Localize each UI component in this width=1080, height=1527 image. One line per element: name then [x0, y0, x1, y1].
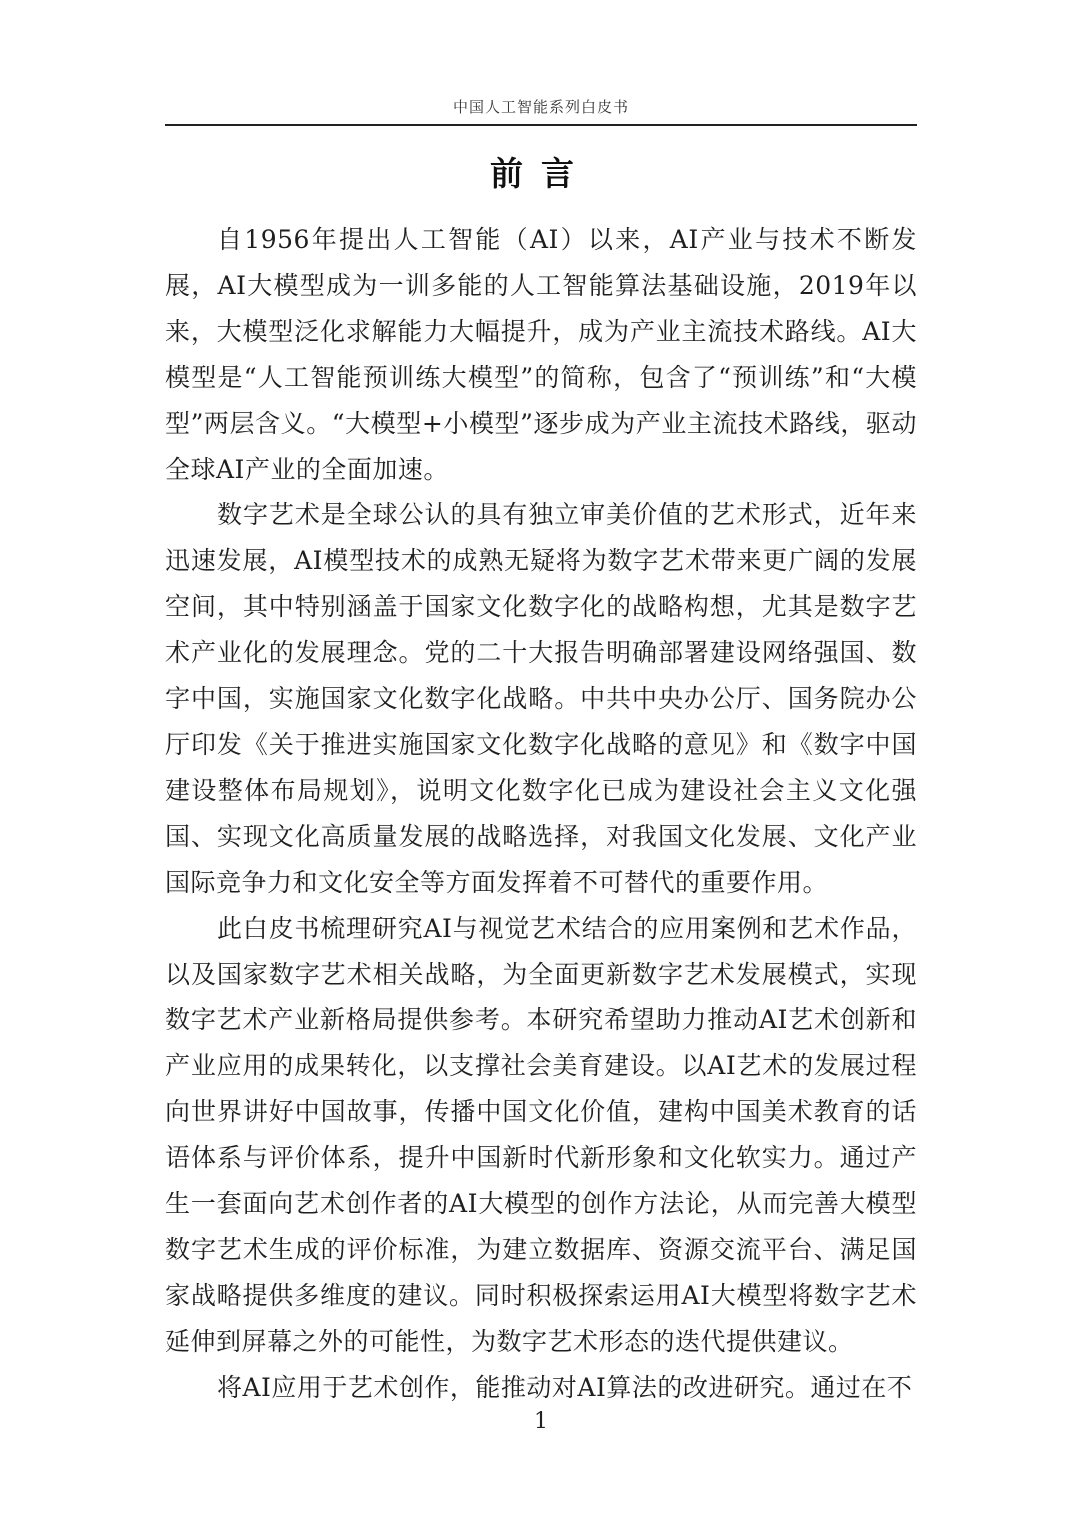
- body-text: [165, 217, 917, 1411]
- header-divider: [165, 124, 917, 126]
- paragraph-4: 将AI应用于艺术创作，能推动对AI算法的改进研究。通过在不: [217, 1372, 913, 1402]
- running-header: 中国人工智能系列白皮书: [452, 98, 629, 116]
- paragraph-3: 此白皮书梳理研究AI与视觉艺术结合的应用案例和艺术作品，以及国家数字艺术相关战略，为全面更新数字艺术发展模式，实现数字艺术产业新格局提供参考。本研究希望助力推动AI艺术创新和产业应用的成果转化，以支撑社会美育建设。以AI艺术的发展过程向世界讲好中国故事，传播中国文化价值，建构中国美术教育的话语体系与评价体系，提升中国新时代新形象和文化软实力。通过产生一套面向艺术创作者的AI大模型的创作方法论，从而完善大模型数字艺术生成的评价标准，为建立数据库、资源交流平台、满足国家战略提供多维度的建议。同时积极探索运用AI大模型将数字艺术延伸到屏幕之外的可能性，为数字艺术形态的迭代提供建议。: [165, 913, 917, 1356]
- page-number: 1: [534, 1409, 548, 1434]
- page-title: 前言: [490, 154, 592, 193]
- paragraph-2: 数字艺术是全球公认的具有独立审美价值的艺术形式，近年来迅速发展，AI模型技术的成熟无疑将为数字艺术带来更广阔的发展空间，其中特别涵盖于国家文化数字化的战略构想，尤其是数字艺术产业化的发展理念。党的二十大报告明确部署建设网络强国、数字中国，实施国家文化数字化战略。中共中央办公厅、国务院办公厅印发《关于推进实施国家文化数字化战略的意见》和《数字中国建设整体布局规划》，说明文化数字化已成为建设社会主义文化强国、实现文化高质量发展的战略选择，对我国文化发展、文化产业国际竞争力和文化安全等方面发挥着不可替代的重要作用。: [165, 500, 917, 897]
- paragraph-1: 自1956年提出人工智能（AI）以来，AI产业与技术不断发展，AI大模型成为一训多能的人工智能算法基础设施，2019年以来，大模型泛化求解能力大幅提升，成为产业主流技术路线。AI大模型是“人工智能预训练大模型”的简称，包含了“预训练”和“大模型”两层含义。“大模型+小模型”逐步成为产业主流技术路线，驱动全球AI产业的全面加速。: [165, 225, 917, 484]
